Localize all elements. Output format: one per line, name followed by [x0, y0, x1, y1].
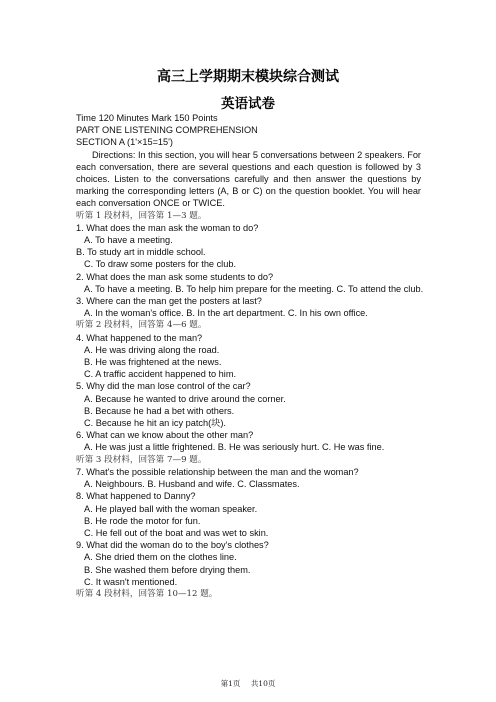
question-text: 2. What does the man ask some students to do?: [76, 271, 274, 282]
answer-option: C. It wasn't mentioned.: [84, 576, 178, 587]
answer-option: B. Because he had a bet with others.: [84, 405, 235, 416]
answer-option: B. She washed them before drying them.: [84, 564, 251, 575]
question-text: 7. What's the possible relationship between the man and the woman?: [76, 466, 359, 477]
answer-option: A. He was driving along the road.: [84, 344, 220, 355]
answer-option: A. Neighbours. B. Husband and wife. C. Classmates.: [84, 479, 300, 490]
directions-paragraph: Directions: In this section, you will hear 5 conversations between 2 speakers. For each conversation, there are several questions and each question is followed by 3 choices. Listen to the conversations carefully and then answer the questions by marking the corresponding letters (A, B or C) on the question booklet. You will hear each conversation ONCE or TWICE.: [76, 149, 421, 209]
question-text: B. To study art in middle school.: [76, 247, 206, 258]
answer-option: B. He was frightened at the news.: [84, 357, 222, 368]
answer-option: B. He rode the motor for fun.: [84, 515, 201, 526]
section-heading: SECTION A (1'×15=15'): [76, 137, 173, 148]
answer-option: C. Because he hit an icy patch(块).: [84, 418, 226, 429]
page-number: 第1页: [220, 679, 241, 688]
answer-option: A. She dried them on the clothes line.: [84, 552, 237, 563]
section-instruction: 听第 2 段材料，回答第 4—6 题。: [76, 320, 207, 331]
page-subtitle: 英语试卷: [221, 96, 275, 112]
page-total: 共10页: [250, 679, 276, 688]
answer-option: A. He was just a little frightened. B. He was seriously hurt. C. He was fine.: [84, 442, 385, 453]
answer-option: A. To have a meeting. B. To help him prepare for the meeting. C. To attend the club.: [84, 283, 424, 294]
question-text: 1. What does the man ask the woman to do?: [76, 222, 259, 233]
answer-option: A. He played ball with the woman speaker.: [84, 503, 258, 514]
question-text: 6. What can we know about the other man?: [76, 430, 254, 441]
question-text: 5. Why did the man lose control of the car?: [76, 381, 251, 392]
answer-option: A. In the woman's office. B. In the art department. C. In his own office.: [84, 308, 368, 319]
answer-option: A. To have a meeting.: [84, 235, 173, 246]
section-instruction: 听第 3 段材料，回答第 7—9 题。: [76, 454, 207, 465]
page-footer: [0, 678, 496, 689]
page-title: 高三上学期期末模块综合测试: [157, 69, 339, 85]
question-text: 4. What happened to the man?: [76, 332, 203, 343]
question-text: 9. What did the woman do to the boy's clothes?: [76, 540, 269, 551]
answer-option: C. To draw some posters for the club.: [84, 259, 237, 270]
question-text: 3. Where can the man get the posters at last?: [76, 296, 262, 307]
part-heading: PART ONE LISTENING COMPREHENSION: [76, 125, 258, 136]
question-text: 8. What happened to Danny?: [76, 491, 196, 502]
time-mark: Time 120 Minutes Mark 150 Points: [76, 113, 218, 123]
section-instruction: 听第 1 段材料，回答第 1—3 题。: [76, 210, 207, 221]
answer-option: C. He fell out of the boat and was wet to skin.: [84, 527, 269, 538]
question-list: [76, 210, 424, 601]
section-instruction: 听第 4 段材料，回答第 10—12 题。: [76, 588, 218, 599]
answer-option: C. A traffic accident happened to him.: [84, 369, 237, 380]
answer-option: A. Because he wanted to drive around the corner.: [84, 393, 286, 404]
exam-content: [76, 112, 424, 600]
